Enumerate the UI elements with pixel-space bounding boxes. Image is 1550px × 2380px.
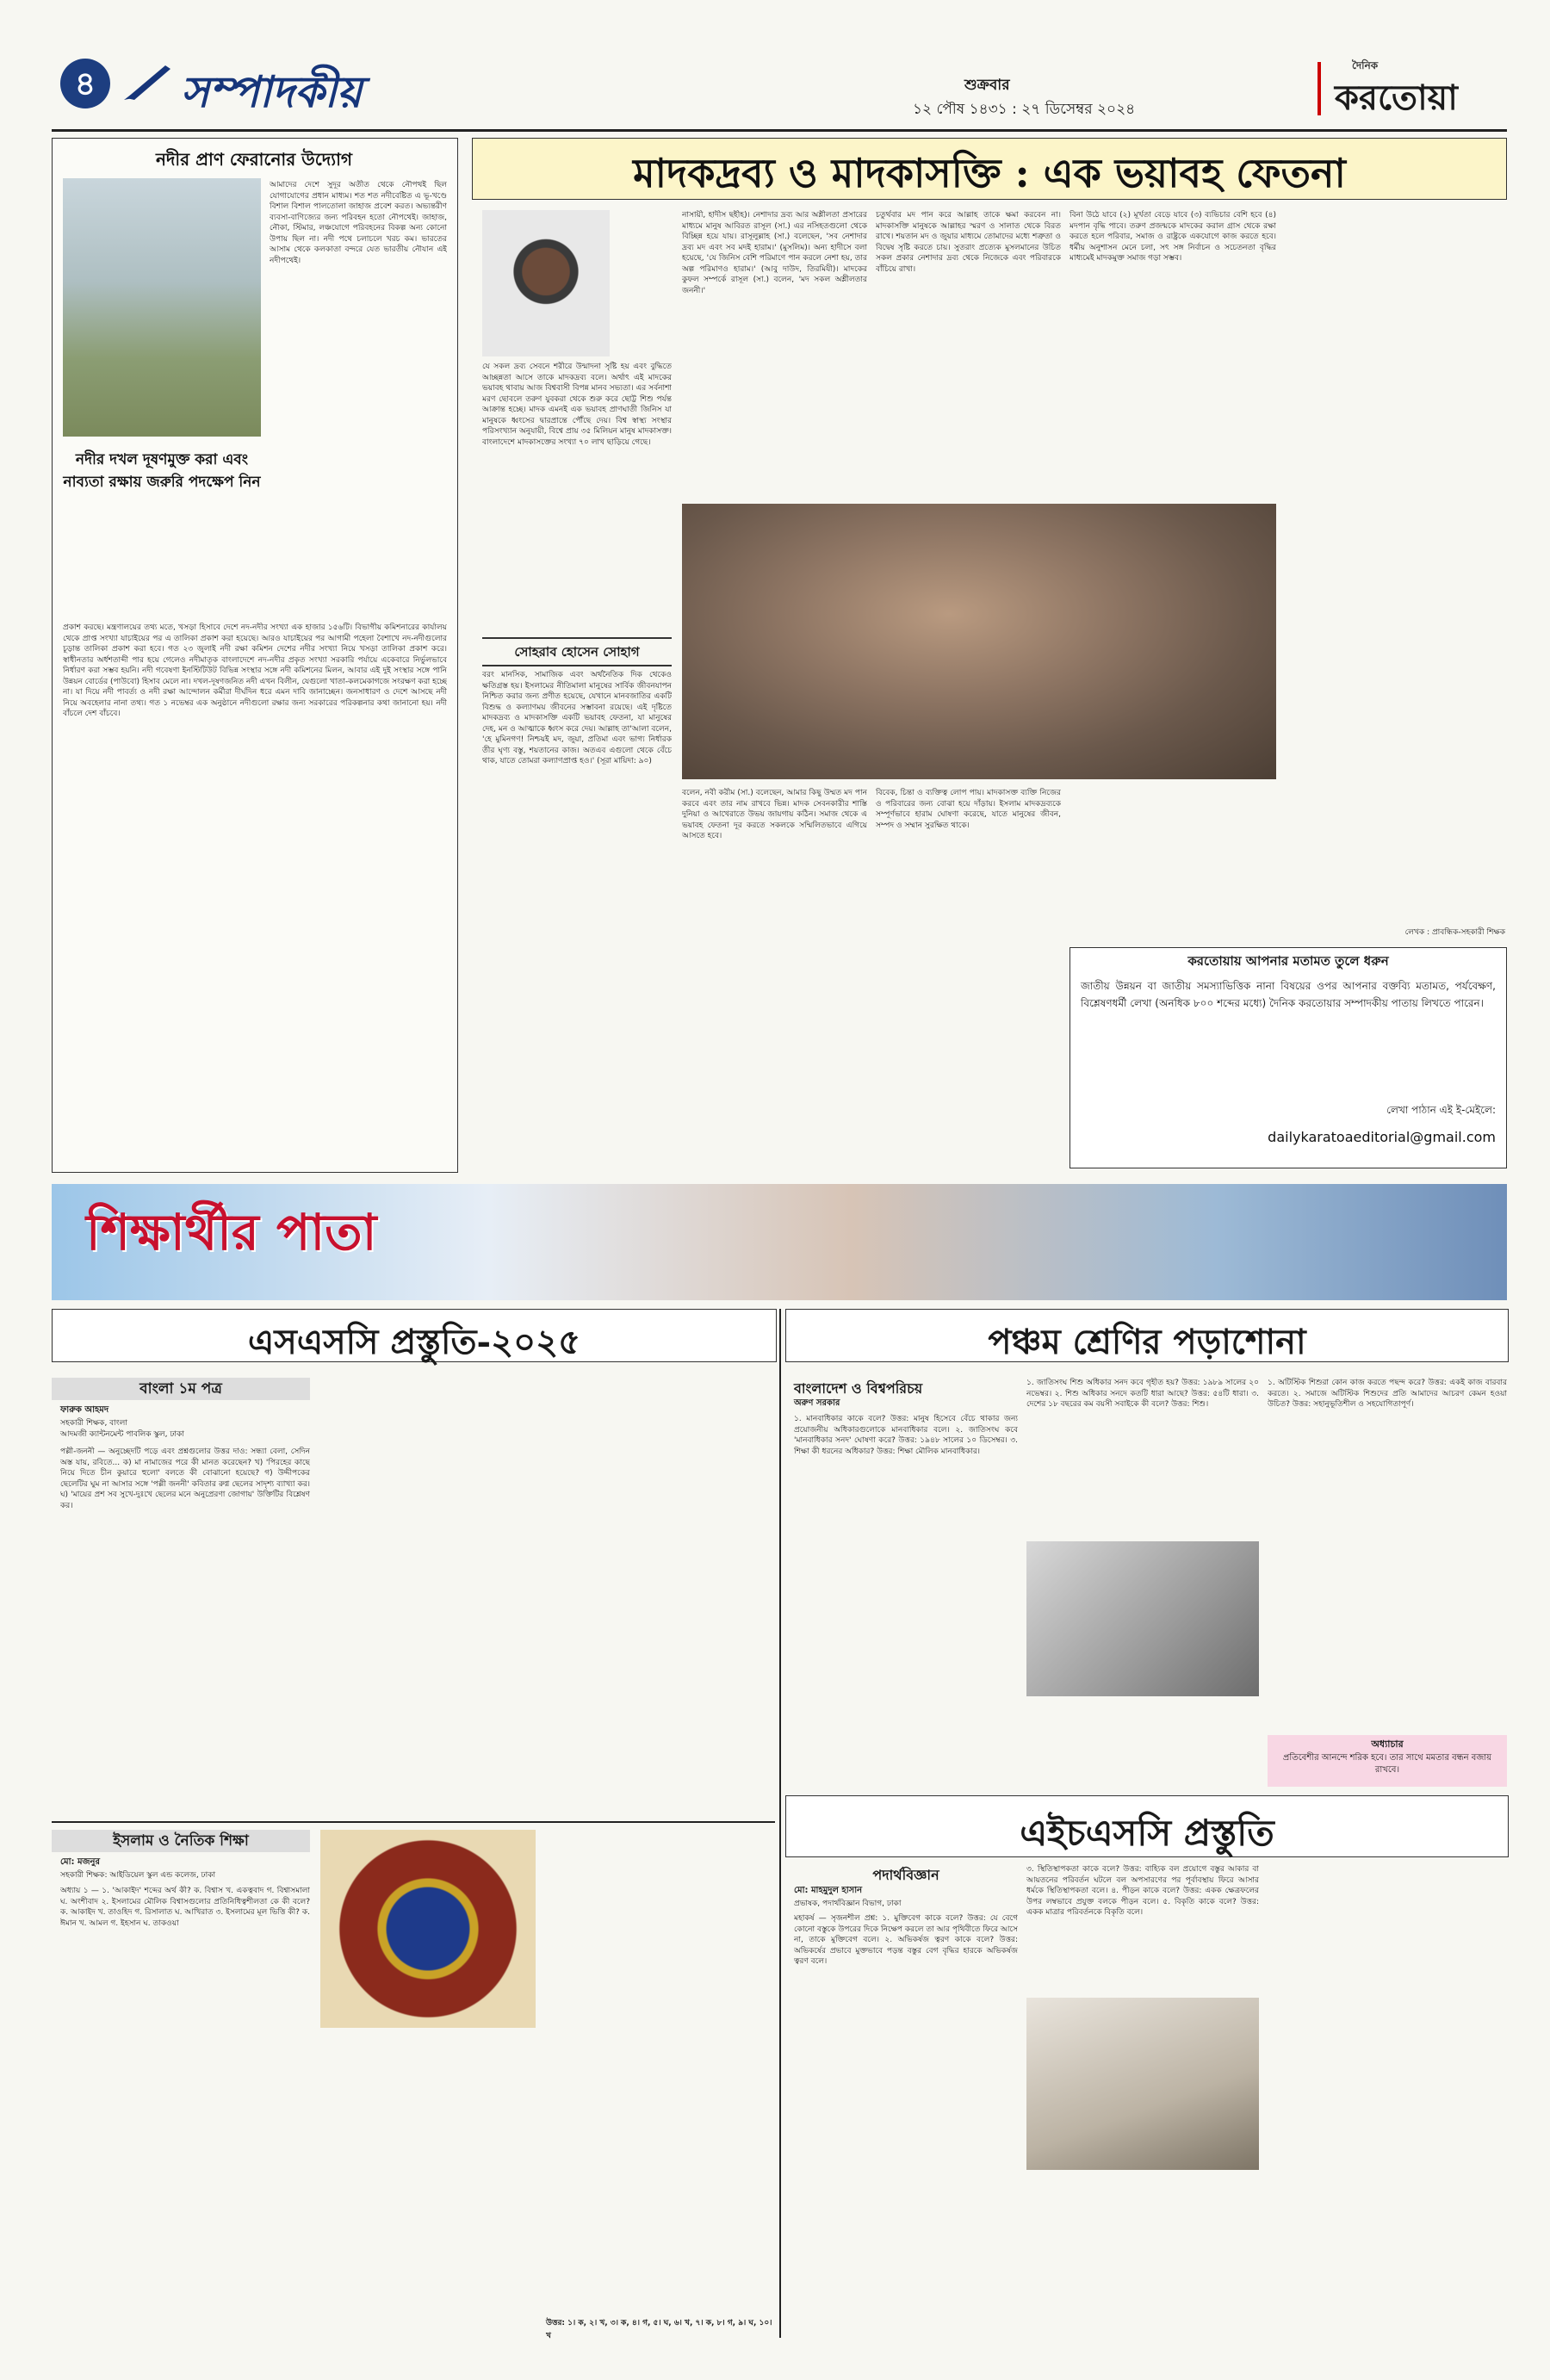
feature-col-2: বরং মানসিক, সামাজিক এবং অর্থনৈতিক দিক থেকেও ক্ষতিগ্রস্ত হয়। ইসলামের নীতিমালা মানুষের সার্বিক জীবনযাপন নিশ্চিত করার জন্য প্রণীত হয়েছে, যেখানে মানবজাতির একটি বিশুদ্ধ ও কল্যাণময় জীবনের সম্ভাবনা রয়েছে। এই দৃষ্টিতে মাদকদ্রব্য ও মাদকাসক্তি একটি ভয়াবহ ফেতনা, যা মানুষের দেহ, মন ও আত্মাকে ধ্বংস করে দেয়। আল্লাহ তা'আলা বলেন, 'হে মুমিনগণ! নিশ্চয়ই মদ, জুয়া, প্রতিমা এবং ভাগ্য নির্ধারক তীর ঘৃণ্য বস্তু, শয়তানের কাজ। অতএব এগুলো থেকে বেঁচে থাক, যাতে তোমরা কল্যাণপ্রাপ্ত হও।' (সূরা মায়িদা: ৯০) [482, 671, 672, 765]
author-photo [482, 210, 610, 356]
contact-box [1070, 947, 1507, 1168]
bangla-subject-head: বাংলা ১ম পত্র [52, 1378, 310, 1400]
feature-col-3: নাসায়ী, হাদীস ছহীহ)। নেশাদার দ্রব্য আর অশ্লীলতা প্রসারের মাধ্যমে মানুষ আবিরত রাসূল (সা.) এর নসিহতগুলো থেকে বিচ্ছিন্ন হয়ে যায়। রাসূলুল্লাহ (সা.) বলেছেন, 'সব নেশাদার দ্রব্য মদ এবং সব মদই হারাম।' (মুসলিম)। অন্য হাদীসে বলা হয়েছে, 'যে জিনিস বেশি পরিমাণে পান করলে নেশা হয়, তার অল্প পরিমাণও হারাম।' (আবু দাউদ, তিরমিযী)। মাদকের কুফল সম্পর্কে রাসূল (সা.) বলেন, 'মদ সকল অশ্লীলতার জননী।' [682, 211, 867, 295]
physics-body-4 [1268, 1864, 1507, 2334]
feature-col-1: যে সকল দ্রব্য সেবনে শরীরে উন্মাদনা সৃষ্টি হয় এবং বুদ্ধিতে আচ্ছন্নতা আসে তাকে মাদকদ্রব্য বলে। অর্থাৎ এই মাদকের ভয়াবহ থাবায় আজ বিশ্ববাসী বিপন্ন মানব সভ্যতা। এর সর্বনাশা মরণ ছোবলে তরুণ যুবকরা থেকে শুরু করে ছোট্ট শিশু পর্যন্ত আক্রান্ত হচ্ছে। মাদক এমনই এক ভয়াবহ প্রাণঘাতী জিনিস যা মানুষকে ধ্বংসের দ্বারপ্রান্তে পৌঁছে দেয়। বিশ্ব স্বাস্থ্য সংস্থার পরিসংখ্যান অনুযায়ী, বিশ্বে প্রায় ৩৫ মিলিয়ন মানুষ মাদকাসক্ত। বাংলাদেশে মাদকাসক্তের সংখ্যা ৭০ লাখ ছাড়িয়ে গেছে। [482, 363, 672, 447]
editorial-body: প্রকাশ করছে। মন্ত্রণালয়ের তথ্য মতে, খসড়া হিসাবে দেশে নদ-নদীর সংখ্যা এক হাজার ১৫৬টি। বিভাগীয় কমিশনারের কার্যালয় থেকে প্রাপ্ত সংখ্যা যাচাইয়ের পর এ তালিকা প্রকাশ করা হয়েছে। আরও যাচাইয়ের পর আগামী পহেলা বৈশাখে নদ-নদীগুলোর চূড়ান্ত তালিকা প্রকাশ করা হবে। গত ২৩ জুলাই নদী রক্ষা কমিশন দেশের নদীর সংখ্যা নিয়ে খসড়া তালিকা প্রকাশ করে। স্বাধীনতার অর্ধশতাব্দী পার হয়ে গেলেও নদীমাতৃক বাংলাদেশে নদ-নদীর প্রকৃত সংখ্যা সরকারি পর্যায়ে একেবারে নির্ভুলভাবে নির্ধারণ করা সম্ভব হয়নি। নদী গবেষণা ইনস্টিটিউট বিভিন্ন সংস্থার সঙ্গে নদী কমিশনের মিলন, আবার এই দুই সংস্থার সঙ্গে পানি উন্নয়ন বোর্ডের (পাউবো) হিসাব মেলে না। দখল-দূষণজনিত নদী এখন বিলীন, যেগুলো খাতা-কলমেকাগজে সংরক্ষণ করা হচ্ছে না। যা দিয়ে নদী পাবর্ত্য ও নদী রক্ষা আন্দোলন কর্মীরা দীর্ঘদিন ধরে এমন দাবি জানাচ্ছেন। জনসাধারণ ও দেশে আসছে নদী নিয়ে অবহেলার নানা তথ্য। গত ১ নভেম্বর এক অনুষ্ঠানে নদীগুলো রক্ষার জন্য সরকারের পরিকল্পনার কথা জানানো হয়। নদী বাঁচলে দেশ বাঁচবে। [63, 623, 447, 718]
section-title: সম্পাদকীয় [181, 66, 363, 117]
editorial-intro-cont [270, 449, 447, 612]
horizontal-rule [52, 1821, 775, 1823]
physics-body: মহাকর্ষ — সৃজনশীল প্রশ্ন: ১. মুক্তিবেগ কাকে বলে? উত্তর: যে বেগে কোনো বস্তুকে উপরের দিকে নিক্ষেপ করলে তা আর পৃথিবীতে ফিরে আসে না, তাকে মুক্তিবেগ বলে। ২. অভিকর্ষজ ত্বরণ কাকে বলে? উত্তর: অভিকর্ষের প্রভাবে মুক্তভাবে পড়ন্ত বস্তুর বেগ বৃদ্ধির হারকে অভিকর্ষজ ত্বরণ বলে। [794, 1914, 1018, 1966]
feature-col-4: চতুর্থবার মদ পান করে আল্লাহ তাকে ক্ষমা করবেন না। মাদকাসক্তি মানুষকে আল্লাহর স্মরণ ও সালাত থেকে বিরত রাখে। শয়তান মদ ও জুয়ার মাধ্যমে তোমাদের মধ্যে শত্রুতা ও বিদ্বেষ সৃষ্টি করতে চায়। সুতরাং প্রত্যেক মুসলমানের উচিত সকল প্রকার নেশাদার দ্রব্য থেকে নিজেকে এবং পরিবারকে বাঁচিয়ে রাখা। [876, 211, 1061, 274]
river-photo [63, 178, 261, 437]
class5-tip-box [1268, 1735, 1507, 1787]
classroom-photo [1026, 1541, 1259, 1696]
contact-heading: করতোয়ায় আপনার মতামত তুলে ধরুন [1187, 953, 1389, 969]
hsc-heading: এইচএসসি প্রস্তুতি [1020, 1812, 1274, 1854]
class5-body-3: ১. অটিস্টিক শিশুরা কোন কাজ করতে পছন্দ করে? উত্তর: একই কাজ বারবার করতে। ২. সমাজে অটিস্টিক শিশুদের প্রতি আমাদের আচরণ কেমন হওয়া উচিত? উত্তর: সহানুভূতিশীল ও সহযোগিতাপূর্ণ। [1268, 1379, 1507, 1409]
feature-col-7: বিবেক, চিন্তা ও ব্যক্তিত্ব লোপ পায়। মাদকাসক্ত ব্যক্তি নিজের ও পরিবারের জন্য বোঝা হয়ে দাঁড়ায়। ইসলাম মাদকদ্রব্যকে সম্পূর্ণভাবে হারাম ঘোষণা করেছে, যাতে মানুষের জীবন, সম্পদ ও সম্মান সুরক্ষিত থাকে। [876, 789, 1061, 830]
class5-heading: পঞ্চম শ্রেণির পড়াশোনা [988, 1322, 1306, 1362]
bangla-body: পল্লী-জননী — অনুচ্ছেদটি পড়ে এবং প্রশ্নগুলোর উত্তর দাও: সন্ধ্যা বেলা, সেদিন অস্ত যায়, রবিতে... ক) মা নামাজের পরে কী মানত করেছেন? খ) 'পিরহের কাছে নিয়ে দিতে চীন কুয়ারে হুলো' বলতে কী বোঝানো হয়েছে? গ) উদ্দীপকের ছেলেটির ঘুম না আসার সঙ্গে 'পল্লী জননী' কবিতার রুগ্ন ছেলের সাদৃশ্য ব্যাখ্যা কর। ঘ) 'মায়ের প্রশ সব সুখে-দুঃখে ছেলের মনে অনুপ্রেরণা জোগায়' উক্তিটির বিশ্লেষণ কর। [60, 1447, 310, 1510]
author-byline: সোহরাব হোসেন সোহাগ [482, 637, 672, 666]
answer-key: উত্তর: ১। ক, ২। খ, ৩। ক, ৪। গ, ৫। ঘ, ৬। খ, ৭। ক, ৮। গ, ৯। ঘ, ১০। খ [546, 2319, 772, 2340]
brand-tagline: দৈনিক [1352, 59, 1379, 71]
class5-heading-box [785, 1309, 1509, 1362]
hsc-heading-box [785, 1795, 1509, 1857]
contact-email[interactable]: dailykaratoaeditorial@gmail.com [1268, 1129, 1496, 1145]
physics-role: প্রভাষক, পদার্থবিজ্ঞান বিভাগ, ঢাকা [794, 1900, 902, 1908]
islam-body-2 [320, 2036, 536, 2334]
newspaper-logo: করতোয়া [1335, 77, 1458, 118]
physics-body-2: ৩. স্থিতিস্থাপকতা কাকে বলে? উত্তর: বাহ্যিক বল প্রয়োগে বস্তুর আকার বা আয়তনের পরিবর্তন ঘটলে বল অপসারণের পর পূর্বাবস্থায় ফিরে আসার ধর্মকে স্থিতিস্থাপকতা বলে। ৪. পীড়ন কাকে বলে? উত্তর: একক ক্ষেত্রফলের উপর লম্বভাবে প্রযুক্ত বলকে পীড়ন বলে। ৫. বিকৃতি কাকে বলে? উত্তর: একক মাত্রার পরিবর্তনকে বিকৃতি বলে। [1026, 1865, 1259, 1917]
calligraphy-image [320, 1830, 536, 2028]
feature-col-5: বিনা উঠে যাবে (২) মূর্খতা বেড়ে যাবে (৩) ব্যভিচার বেশি হবে (৪) মদপান বৃদ্ধি পাবে। তরুণ প্রজন্মকে মাদকের করাল গ্রাস থেকে রক্ষা করতে হলে পরিবার, সমাজ ও রাষ্ট্রকে একযোগে কাজ করতে হবে। ধর্মীয় অনুশাসন মেনে চলা, সৎ সঙ্গ নির্বাচন ও সচেতনতা বৃদ্ধির মাধ্যমেই মাদকমুক্ত সমাজ গড়া সম্ভব। [1070, 211, 1276, 263]
bangla-body-2 [320, 1378, 536, 1817]
vertical-rule [779, 1309, 781, 2338]
student-banner-title: শিক্ষার্থীর পাতা [86, 1203, 377, 1261]
weekday-label: শুক্রবার [964, 77, 1010, 94]
bangla-school: আদমজী ক্যান্টনমেন্ট পাবলিক স্কুল, ঢাকা [60, 1430, 184, 1439]
islam-body: অধ্যায় ১ — ১. 'আকাইদ' শব্দের অর্থ কী? ক. বিশ্বাস খ. একত্ববাদ গ. বিশ্বাসমালা ঘ. অংশীবাদ ২. ইসলামের মৌলিক বিশ্বাসগুলোর প্রতিনিধিত্বশীলতা কে কী বলে? ক. আকাইদ খ. তাওহিদ গ. রিসালাত ঘ. আখিরাত ৩. ইসলামের মূল ভিত্তি কী? ক. ঈমান খ. আমল গ. ইহসান ঘ. তাকওয়া [60, 1887, 310, 1928]
editorial-pullquote: নদীর দখল দূষণমুক্ত করা এবং নাব্যতা রক্ষায় জরুরি পদক্ষেপ নিন [63, 451, 261, 491]
bd-author: অরুণ সরকার [794, 1398, 840, 1408]
student-study-photo [1026, 1998, 1259, 2170]
bangla-role: সহকারী শিক্ষক, বাংলা [60, 1419, 127, 1428]
addiction-photo [682, 504, 1276, 779]
date-label: ১২ পৌষ ১৪৩১ : ২৭ ডিসেম্বর ২০২৪ [913, 101, 1136, 118]
class5-tip: প্রতিবেশীর আনন্দে শরিক হবে। তার সাথে মমতার বন্ধন বজায় রাখবে। [1282, 1753, 1492, 1775]
islam-author: মো: মজনুর [60, 1857, 100, 1867]
islam-subject-head: ইসলাম ও নৈতিক শিক্ষা [52, 1830, 310, 1852]
brand-divider [1318, 62, 1321, 115]
class5-tip-head: অধ্যাচার [1371, 1739, 1404, 1750]
feature-headline: মাদকদ্রব্য ও মাদকাসক্তি : এক ভয়াবহ ফেতনা [633, 150, 1346, 196]
editorial-title: নদীর প্রাণ ফেরানোর উদ্যোগ [155, 149, 352, 170]
islam-role: সহকারী শিক্ষক: আইডিয়েল স্কুল এন্ড কলেজ, ঢাকা [60, 1871, 216, 1880]
feature-headline-bar [472, 138, 1507, 200]
editorial-intro: আমাদের দেশে সুদূর অতীত থেকে নৌপথই ছিল যোগাযোগের প্রধান মাধ্যম। শত শত নদীবেষ্টিত এ ভূ-খণ্ডে বিশাল বিশাল পালতোলা জাহাজ প্রবেশ করত। অভ্যন্তরীণ ব্যবসা-বাণিজ্যের জন্য পরিবহন হতো নৌপথেই। জাহাজ, নৌকা, স্টিমার, লঞ্চযোগে পরিবহনের বিকল্প অন্য কোনো উপায় ছিল না। নদী পথে চলাচলে খরচ কম। ভারতের আসাম থেকে কলকাতা বন্দরে যেত ভারতীয় নৌযান এই নদীপথেই। [270, 181, 447, 265]
ssc-heading: এসএসসি প্রস্তুতি-২০২৫ [247, 1322, 581, 1362]
editorial-box [52, 138, 458, 1173]
class5-body-2: ১. জাতিসংঘ শিশু অধিকার সনদ কবে গৃহীত হয়? উত্তর: ১৯৮৯ সালের ২০ নভেম্বর। ২. শিশু অধিকার সনদে কতটি ধারা আছে? উত্তর: ৫৪টি ধারা। ৩. দেশের ১৮ বছরের কম বয়সী সবাইকে কী বলে? উত্তর: শিশু। [1026, 1379, 1259, 1409]
bangla-author: ফারুক আহমদ [60, 1405, 109, 1415]
physics-subject-head: পদার্থবিজ্ঞান [872, 1867, 939, 1883]
contact-body: জাতীয় উন্নয়ন বা জাতীয় সমস্যাভিত্তিক নানা বিষয়ের ওপর আপনার বক্তব্যি মতামত, পর্যবেক্ষণ, বিশ্লেষণধর্মী লেখা (অনধিক ৮০০ শব্দের মধ্যে) দৈনিক করতোয়ার সম্পাদকীয় পাতায় লিখতে পারেন। [1081, 980, 1496, 1009]
quill-icon [122, 62, 174, 102]
page-number-badge: ৪ [60, 59, 110, 108]
bangla-body-3 [546, 1378, 775, 1817]
islam-body-3 [546, 1830, 775, 2334]
physics-body-3 [1026, 2179, 1259, 2334]
bd-subject-head: বাংলাদেশ ও বিশ্বপরিচয় [794, 1380, 923, 1397]
page-masthead [52, 52, 1516, 129]
bd-body: ১. মানবাধিকার কাকে বলে? উত্তর: মানুষ হিসেবে বেঁচে থাকার জন্য প্রয়োজনীয় অধিকারগুলোকে মানবাধিকার বলে। ২. জাতিসংঘ কবে 'মানবাধিকার সনদ' ঘোষণা করে? উত্তর: ১৯৪৮ সালের ১০ ডিসেম্বর। ৩. শিক্ষা কী ধরনের অধিকার? উত্তর: শিক্ষা মৌলিক মানবাধিকার। [794, 1415, 1018, 1456]
masthead-rule [52, 129, 1507, 132]
student-banner [52, 1184, 1507, 1300]
feature-col-6: বলেন, নবী করীম (সা.) বলেছেন, আমার কিছু উম্মত মদ পান করবে এবং তার নাম রাখবে ভিন্ন। মাদক সেবনকারীর শাস্তি দুনিয়া ও আখেরাতে উভয় জায়গায় কঠিন। সমাজ থেকে এ ভয়াবহ ফেতনা দূর করতে সকলকে সম্মিলিতভাবে এগিয়ে আসতে হবে। [682, 789, 867, 840]
ssc-heading-box [52, 1309, 777, 1362]
class5-body-4 [1026, 1705, 1259, 1787]
feature-col-8 [1285, 210, 1505, 925]
physics-author: মো: মাহমুদুল হাসান [794, 1886, 863, 1895]
contact-prompt: লেখা পাঠান এই ই-মেইলে: [1386, 1104, 1496, 1116]
writer-note: লেখক : প্রাবন্ধিক-সহকারী শিক্ষক [1404, 928, 1505, 937]
